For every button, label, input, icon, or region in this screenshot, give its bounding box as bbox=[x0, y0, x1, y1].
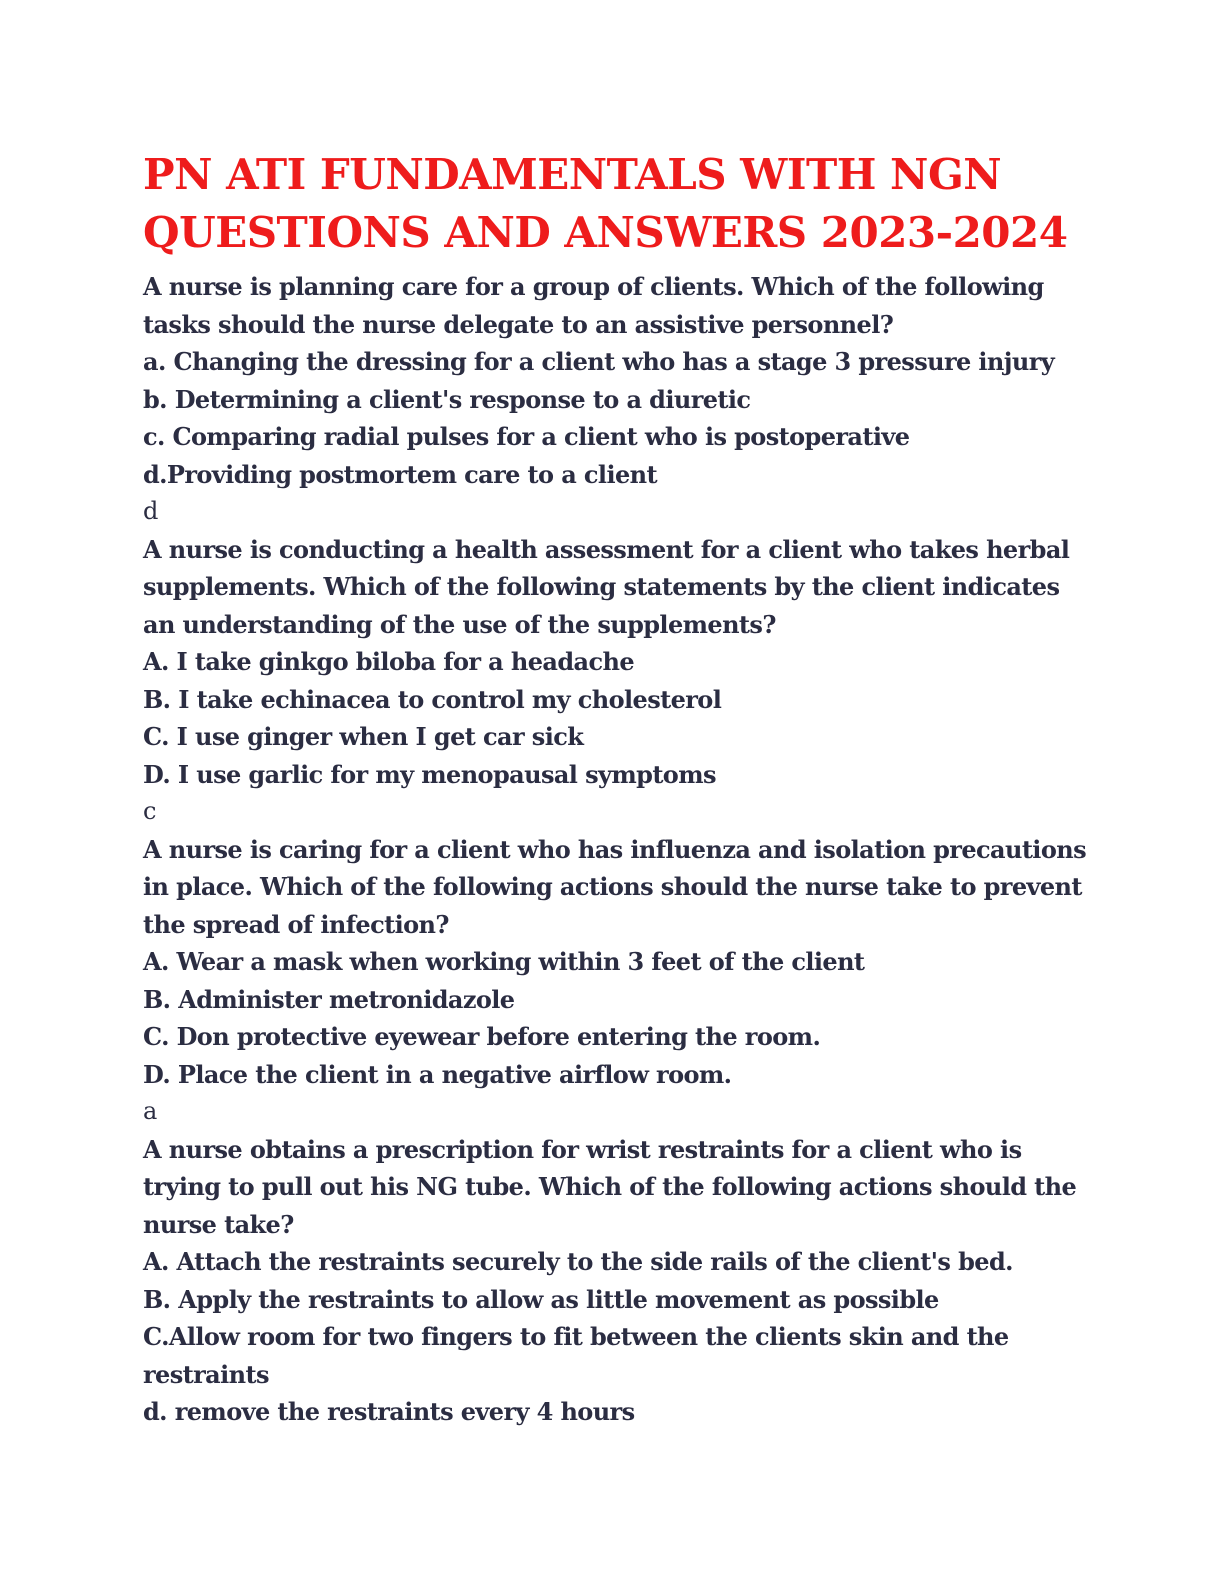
question-block-1 bbox=[143, 268, 1103, 531]
answer-option: d. remove the restraints every 4 hours bbox=[143, 1397, 635, 1426]
answer-option: B. I take echinacea to control my cholesterol bbox=[143, 684, 722, 714]
answer-option: B. Apply the restraints to allow as little movement as possible bbox=[143, 1284, 939, 1314]
question-stem bbox=[143, 1131, 1103, 1244]
answer-option: b. Determining a client's response to a diuretic bbox=[143, 384, 751, 414]
question-stem-line: an understanding of the use of the supplements? bbox=[143, 609, 776, 639]
answer-option: C. Don protective eyewear before entering the room. bbox=[143, 1022, 821, 1051]
answer-option: C. I use ginger when I get car sick bbox=[143, 722, 584, 751]
answer-option: B. Administer metronidazole bbox=[143, 984, 515, 1014]
document-title bbox=[143, 146, 1103, 262]
answer-option: D. Place the client in a negative airflow room. bbox=[143, 1059, 732, 1089]
question-stem-line: tasks should the nurse delegate to an assistive personnel? bbox=[143, 309, 894, 339]
question-block-3 bbox=[143, 831, 1103, 1131]
title-line-1: PN ATI FUNDAMENTALS WITH NGN bbox=[143, 150, 1002, 199]
question-block-4 bbox=[143, 1131, 1103, 1431]
question-stem bbox=[143, 268, 1103, 343]
correct-answer: d bbox=[143, 497, 159, 525]
answer-option: d.Providing postmortem care to a client bbox=[143, 459, 657, 489]
question-stem-line: in place. Which of the following actions should the nurse take to prevent bbox=[143, 872, 1082, 901]
title-line-2: QUESTIONS AND ANSWERS 2023-2024 bbox=[143, 208, 1068, 257]
question-stem-line: nurse take? bbox=[143, 1209, 294, 1239]
answer-option: C.Allow room for two fingers to fit between the clients skin and the bbox=[143, 1322, 1009, 1351]
question-stem-line: A nurse is conducting a health assessment for a client who takes herbal bbox=[143, 534, 1070, 564]
correct-answer: c bbox=[143, 797, 157, 825]
question-stem-line: trying to pull out his NG tube. Which of the following actions should the bbox=[143, 1172, 1077, 1201]
answer-option: A. Wear a mask when working within 3 feet of the client bbox=[143, 947, 865, 976]
question-stem-line: A nurse is caring for a client who has influenza and isolation precautions bbox=[143, 834, 1086, 864]
question-block-2 bbox=[143, 531, 1103, 831]
question-stem bbox=[143, 831, 1103, 944]
question-stem-line: supplements. Which of the following statements by the client indicates bbox=[143, 572, 1060, 601]
question-stem bbox=[143, 531, 1103, 644]
answer-option: D. I use garlic for my menopausal symptoms bbox=[143, 759, 716, 789]
question-stem-line: the spread of infection? bbox=[143, 909, 449, 939]
answer-option: A. I take ginkgo biloba for a headache bbox=[143, 647, 635, 676]
answer-option-continuation: restraints bbox=[143, 1359, 269, 1389]
answer-option: A. Attach the restraints securely to the side rails of the client's bed. bbox=[143, 1247, 1013, 1276]
answer-option: c. Comparing radial pulses for a client who is postoperative bbox=[143, 422, 910, 451]
answer-option: a. Changing the dressing for a client who has a stage 3 pressure injury bbox=[143, 347, 1055, 376]
correct-answer: a bbox=[143, 1097, 158, 1125]
question-stem-line: A nurse obtains a prescription for wrist restraints for a client who is bbox=[143, 1134, 1022, 1164]
question-stem-line: A nurse is planning care for a group of clients. Which of the following bbox=[143, 272, 1044, 301]
document-page bbox=[143, 146, 1103, 1431]
